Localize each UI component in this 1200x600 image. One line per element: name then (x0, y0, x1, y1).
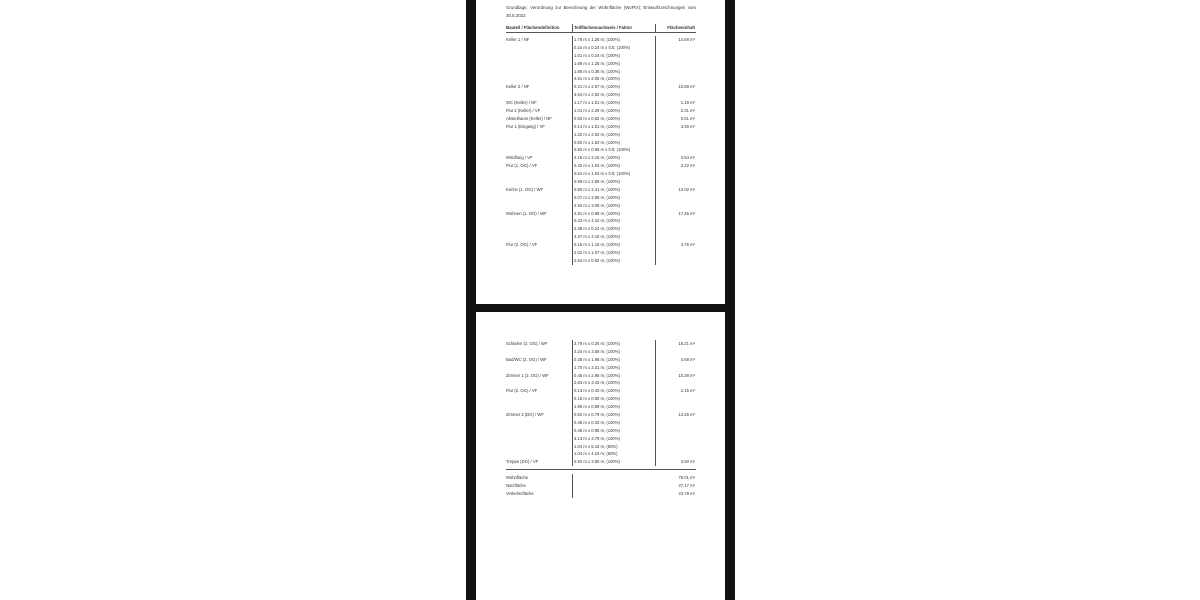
row-area (655, 139, 696, 147)
row-area: 10.88 m² (655, 83, 696, 91)
table-row (506, 419, 696, 427)
row-part (506, 403, 572, 411)
row-part: WC (Keller) / NF (506, 100, 537, 106)
row-calc: 0.92 m x 0.79 m; (100%) (572, 411, 655, 419)
table-row (506, 162, 696, 170)
table-row (506, 379, 696, 387)
row-calc: 0.38 m x 1.96 m; (100%) (572, 356, 655, 364)
table-row (506, 340, 696, 348)
row-calc: 0.82 m x 0.56 m x 0.5; (100%) (572, 146, 655, 154)
row-calc: 3.13 m x 3.79 m; (100%) (572, 435, 655, 443)
table-row (506, 443, 696, 451)
row-part: Keller 1 / NF (506, 37, 530, 42)
row-area: 10.38 m² (655, 372, 696, 380)
table-row (506, 249, 696, 257)
row-part (506, 443, 572, 451)
row-part (506, 379, 572, 387)
row-part (506, 202, 572, 210)
row-area (655, 52, 696, 60)
row-area (655, 44, 696, 52)
row-area (655, 202, 696, 210)
row-calc: 2.64 m x 0.92 m; (100%) (572, 257, 655, 265)
row-part (506, 178, 572, 186)
row-calc: 0.80 m x 2.41 m; (100%) (572, 186, 655, 194)
row-calc: 0.45 m x 0.95 m; (100%) (572, 427, 655, 435)
page-content (506, 4, 696, 265)
row-area: 13.02 m² (655, 186, 696, 194)
row-calc: 2.94 m x 3.09 m; (100%) (572, 202, 655, 210)
row-part: Bad/WC (2. OG) / WF (506, 356, 547, 362)
row-area (655, 427, 696, 435)
row-calc: 0.92 m x 3.80 m; (100%) (572, 458, 655, 466)
row-area (655, 68, 696, 76)
summary-spacer (572, 474, 655, 482)
row-area: 3.50 m² (655, 458, 696, 466)
row-part (506, 435, 572, 443)
row-area: 4.30 m² (655, 123, 696, 131)
row-calc: 2.02 m x 1.07 m; (100%) (572, 249, 655, 257)
row-part: Zimmer 2 (DG) / WF (506, 412, 544, 418)
row-area: 3.22 m² (655, 162, 696, 170)
row-calc: 0.15 m x 1.15 m; (100%) (572, 241, 655, 249)
row-part (506, 257, 572, 265)
row-calc: 0.18 m x 0.80 m; (100%) (572, 395, 655, 403)
table-row (506, 52, 696, 60)
row-calc: 0.32 m x 1.03 m; (100%) (572, 162, 655, 170)
row-area (655, 364, 696, 372)
row-calc: 1.01 m x 0.24 m; (100%) (572, 52, 655, 60)
row-area (655, 435, 696, 443)
row-area (655, 257, 696, 265)
row-area: 4.76 m² (655, 241, 696, 249)
summary-spacer (572, 490, 655, 498)
row-part (506, 75, 572, 83)
table-row (506, 450, 696, 458)
header-part: Bauteil / Flächendefinition (506, 25, 560, 30)
row-area (655, 60, 696, 68)
row-area (655, 233, 696, 241)
row-part (506, 68, 572, 76)
row-part (506, 146, 572, 154)
summary-row (506, 482, 696, 490)
row-part: Treppe (DG) / VF (506, 459, 539, 465)
row-part (506, 427, 572, 435)
row-area: 1.18 m² (655, 99, 696, 107)
document-page-1 (476, 0, 725, 304)
row-part: Keller 2 / NF (506, 84, 530, 90)
row-calc: 1.01 m x 2.29 m; (100%) (572, 107, 655, 115)
table-row (506, 60, 696, 68)
table-row (506, 348, 696, 356)
summary-section (506, 469, 696, 498)
table-row (506, 154, 696, 162)
row-part (506, 217, 572, 225)
row-area: 3.54 m² (655, 154, 696, 162)
table-row (506, 68, 696, 76)
row-part (506, 348, 572, 356)
table-header (506, 24, 696, 33)
table-row (506, 36, 696, 44)
row-calc: 0.33 m x 4.22 m; (100%) (572, 217, 655, 225)
row-area (655, 225, 696, 233)
table-row (506, 395, 696, 403)
table-row (506, 123, 696, 131)
row-part (506, 170, 572, 178)
row-part: Zimmer 1 (2. OG) / WF (506, 372, 549, 378)
table-row (506, 403, 696, 411)
document-page-2 (476, 312, 725, 600)
row-part (506, 395, 572, 403)
row-area (655, 419, 696, 427)
row-calc: 0.82 m x 1.54 m; (100%) (572, 139, 655, 147)
row-area (655, 178, 696, 186)
row-calc: 0.63 m x 0.82 m; (100%) (572, 115, 655, 123)
row-area (655, 395, 696, 403)
row-calc: 1.96 m x 0.89 m; (100%) (572, 403, 655, 411)
row-area (655, 91, 696, 99)
row-area (655, 249, 696, 257)
table-row (506, 427, 696, 435)
table-row (506, 210, 696, 218)
row-part: Schlafen (2. OG) / WF (506, 341, 548, 346)
row-area: 2.15 m² (655, 387, 696, 395)
row-calc: 1.76 m x 1.26 m; (100%) (572, 36, 655, 44)
row-calc: 1.17 m x 1.01 m; (100%) (572, 99, 655, 107)
page-content (506, 340, 696, 498)
table-row (506, 99, 696, 107)
row-part (506, 52, 572, 60)
row-area: 0.51 m² (655, 115, 696, 123)
row-part: Flur 2 (Keller) / VF (506, 108, 541, 114)
row-calc: 0.24 m x 0.24 m x 0.5; (100%) (572, 44, 655, 52)
table-row (506, 131, 696, 139)
row-area (655, 379, 696, 387)
table-row (506, 217, 696, 225)
table-row (506, 411, 696, 419)
table-row (506, 372, 696, 380)
table-row (506, 241, 696, 249)
row-area: 4.68 m² (655, 356, 696, 364)
table-row (506, 83, 696, 91)
row-area (655, 403, 696, 411)
table-row (506, 186, 696, 194)
table-row (506, 435, 696, 443)
row-area (655, 146, 696, 154)
row-part: Abstellraum (Keller) / NF (506, 115, 552, 121)
table-row (506, 387, 696, 395)
row-calc: 1.68 m x 0.36 m; (100%) (572, 68, 655, 76)
row-area: 14.68 m² (655, 36, 696, 44)
table-row (506, 233, 696, 241)
row-area: 16.21 m² (655, 340, 696, 348)
header-calc: Teilflächennachweis / Faktor (572, 24, 655, 32)
table-row (506, 178, 696, 186)
row-part (506, 233, 572, 241)
table-row (506, 44, 696, 52)
table-body-page-1 (506, 36, 696, 265)
row-area: 2.31 m² (655, 107, 696, 115)
row-calc: 1.04 m x 4.24 m; (50%) (572, 450, 655, 458)
row-area (655, 194, 696, 202)
row-calc: 1.69 m x 1.25 m; (100%) (572, 60, 655, 68)
table-row (506, 225, 696, 233)
row-part (506, 44, 572, 52)
summary-row (506, 490, 696, 498)
row-calc: 4.61 m x 2.05 m; (100%) (572, 75, 655, 83)
row-calc: 0.07 m x 2.96 m; (100%) (572, 194, 655, 202)
table-row (506, 115, 696, 123)
row-area: 14.26 m² (655, 411, 696, 419)
row-calc: 0.21 m x 2.57 m; (100%) (572, 83, 655, 91)
row-area (655, 217, 696, 225)
row-area (655, 348, 696, 356)
table-row (506, 146, 696, 154)
summary-label: Verkehrsfläche (506, 491, 534, 497)
row-part (506, 225, 572, 233)
table-row (506, 170, 696, 178)
table-row (506, 139, 696, 147)
row-area (655, 131, 696, 139)
row-part: Flur (1. OG) / VF (506, 163, 538, 169)
row-part (506, 249, 572, 257)
row-calc: 2.16 m x 2.10 m; (100%) (572, 154, 655, 162)
row-calc: 4.24 m x 3.59 m; (100%) (572, 348, 655, 356)
summary-area: 23.78 m² (678, 491, 695, 497)
row-calc: 0.13 m x 0.43 m; (100%) (572, 387, 655, 395)
row-area: 17.45 m² (655, 210, 696, 218)
row-calc: 0.45 m x 2.96 m; (100%) (572, 372, 655, 380)
row-area (655, 75, 696, 83)
row-calc: 3.54 m x 2.92 m; (100%) (572, 91, 655, 99)
row-part (506, 139, 572, 147)
table-row (506, 356, 696, 364)
row-calc: 3.79 m x 0.26 m; (100%) (572, 340, 655, 348)
table-row (506, 257, 696, 265)
row-calc: 4.37 m x 3.10 m; (100%) (572, 233, 655, 241)
table-row (506, 458, 696, 466)
row-part (506, 194, 572, 202)
row-part (506, 419, 572, 427)
row-calc: 1.32 m x 2.02 m; (100%) (572, 131, 655, 139)
row-part: Küche (1. OG) / WF (506, 186, 543, 192)
row-area (655, 170, 696, 178)
row-calc: 1.70 m x 2.31 m; (100%) (572, 364, 655, 372)
row-calc: 2.38 m x 0.24 m; (100%) (572, 225, 655, 233)
summary-label: Nutzfläche (506, 483, 526, 489)
row-calc: 0.99 m x 2.59 m; (100%) (572, 178, 655, 186)
row-part (506, 450, 572, 458)
table-body-page-2 (506, 340, 696, 466)
row-part: Flur (2. OG) / VF (506, 242, 538, 248)
row-part: Windfang / VF (506, 155, 533, 161)
table-row (506, 91, 696, 99)
summary-label: Wohnfläche (506, 475, 529, 481)
row-part (506, 91, 572, 99)
table-row (506, 107, 696, 115)
summary-area: 76.01 m² (678, 475, 695, 481)
row-part (506, 131, 572, 139)
row-calc: 1.04 m x 5.16 m; (50%) (572, 443, 655, 451)
row-part: Flur (2. OG) / VF (506, 388, 538, 394)
table-row (506, 364, 696, 372)
row-part (506, 364, 572, 372)
table-row (506, 202, 696, 210)
row-calc: 2.91 m x 0.68 m; (100%) (572, 210, 655, 218)
summary-row (506, 474, 696, 482)
summary-area: 27.17 m² (678, 483, 695, 489)
row-part: Flur 1 (Eingang) / VF (506, 123, 545, 129)
table-row (506, 75, 696, 83)
row-part (506, 60, 572, 68)
row-calc: 0.14 m x 1.01 m; (100%) (572, 123, 655, 131)
row-area (655, 450, 696, 458)
row-part: Wohnen (1. OG) / WF (506, 210, 547, 216)
intro-text: Grundlage: Verordnung zur Berechnung der Wohnfläche (WoFlV); Entwurfszeichnungen vom 30.5.2022 (506, 5, 696, 18)
summary-spacer (572, 482, 655, 490)
header-area: Flächeninhalt (655, 24, 696, 32)
row-calc: 0.45 m x 0.33 m; (100%) (572, 419, 655, 427)
document-viewer[interactable] (466, 0, 735, 600)
table-row (506, 194, 696, 202)
row-calc: 2.63 m x 3.43 m; (100%) (572, 379, 655, 387)
row-calc: 0.64 m x 1.03 m x 0.5; (100%) (572, 170, 655, 178)
row-area (655, 443, 696, 451)
